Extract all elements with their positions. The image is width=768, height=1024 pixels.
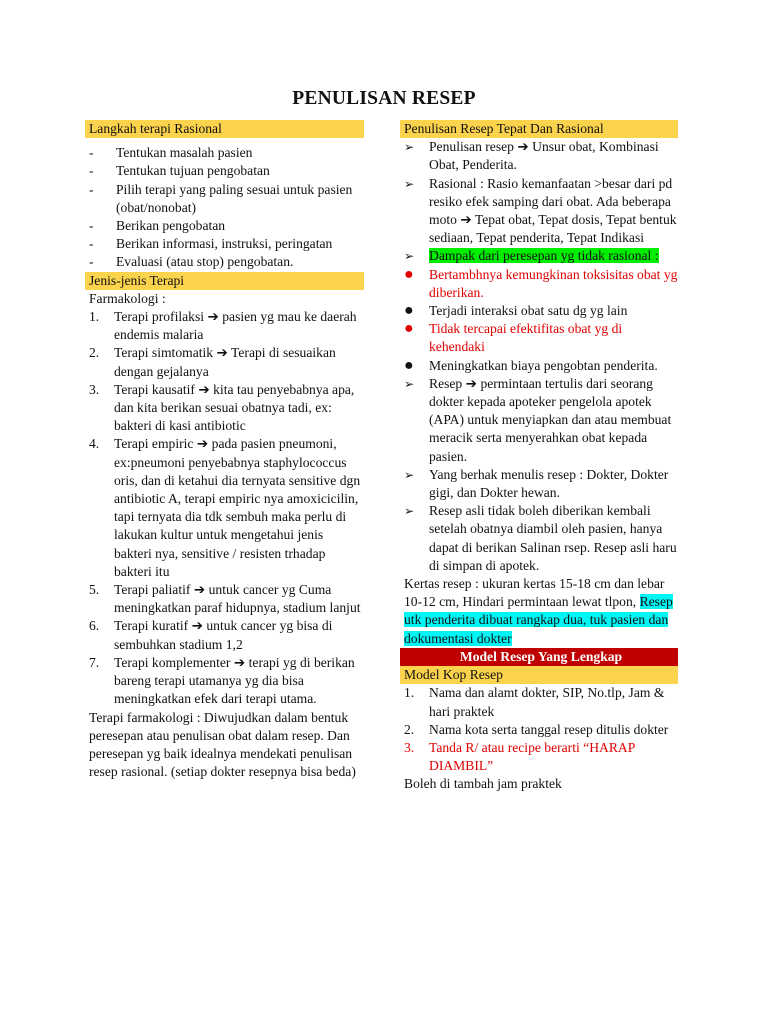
bullet-item: ● Meningkatkan biaya pengobtan penderita. <box>404 356 658 374</box>
footer-note: Boleh di tambah jam praktek <box>404 776 562 792</box>
arrow-icon: ➔ <box>465 375 478 391</box>
pointer-item: ➢ Resep ➔ permintaan tertulis dari seorang dokter kepada apoteker pengelola apotek (APA) untuk menyiapkan dan atau membuat meracik serta menyerahkan obat kepada pasien. <box>404 375 678 466</box>
highlight-dampak: Dampak dari peresepan yg tidak rasional : <box>429 248 659 264</box>
therapy-item: 7. Terapi komplementer ➔ terapi yg di berikan bareng terapi utamanya yg dia bisa meningkatkan efek dari terapi utama. <box>89 654 355 707</box>
bullet-icon: ● <box>404 265 414 283</box>
right-column <box>404 120 678 794</box>
pointer-item: ➢ Yang berhak menulis resep : Dokter, Dokter gigi, dan Dokter hewan. <box>404 466 678 502</box>
arrow-icon: ➔ <box>191 618 203 634</box>
pointer-icon: ➢ <box>404 467 415 482</box>
farmakologi-paragraph: Terapi farmakologi : Diwujudkan dalam bentuk peresepan atau penulisan obat dalam resep. Dan peresepan yg baik idealnya mendekati penulisan resep rasional. (setiap dokter resepnya bisa beda) <box>89 709 356 780</box>
section-header-penulisan: Penulisan Resep Tepat Dan Rasional <box>400 120 678 138</box>
section-header-jenis: Jenis-jenis Terapi <box>85 272 364 290</box>
arrow-icon: ➔ <box>196 436 209 452</box>
pointer-icon: ➢ <box>404 140 415 155</box>
pointer-item <box>404 247 678 265</box>
bullet-item: ● Terjadi interaksi obat satu dg yg lain <box>404 302 628 320</box>
pointer-item: ➢ Rasional : Rasio kemanfaatan >besar dari pd resiko efek samping dari obat. Ada beberapa moto ➔ Tepat obat, Tepat dosis, Tepat bentuk sediaan, Tepat penderita, Tepat Indikasi <box>404 175 678 248</box>
pointer-icon: ➢ <box>404 376 415 391</box>
arrow-icon: ➔ <box>207 309 219 325</box>
page-title: PENULISAN RESEP <box>292 88 476 109</box>
step-item: - Berikan informasi, instruksi, peringatan <box>89 236 333 252</box>
arrow-icon: ➔ <box>460 212 472 228</box>
arrow-icon: ➔ <box>193 582 206 598</box>
pointer-item: ➢ Penulisan resep ➔ Unsur obat, Kombinasi Obat, Penderita. <box>404 138 678 174</box>
kop-item: 2. Nama kota serta tanggal resep ditulis dokter <box>404 721 669 737</box>
pointer-icon: ➢ <box>404 176 415 191</box>
step-item: - Evaluasi (atau stop) pengobatan. <box>89 254 294 270</box>
section-header-kop: Model Kop Resep <box>400 666 678 684</box>
bullet-icon: ● <box>404 302 414 320</box>
pointer-item: ➢ Resep asli tidak boleh diberikan kembali setelah obatnya diambil oleh pasien, hanya dapat di berikan Salinan rsep. Resep asli haru di simpan di apotek. <box>404 502 678 575</box>
left-column <box>89 120 364 781</box>
therapy-item: 4. Terapi empiric ➔ pada pasien pneumoni, ex:pneumoni penyebabnya staphylococcus oris, dan di ketahui dia ternyata sensitive dgn antibiotic A, terapi empiric nya amoxicicilin, tapi ternyata dia tdk sembuh maka perlu di lakukan kultur untuk mengetahui jenis bakteri nya, sensitive / resisten trhadap bakteri itu <box>89 436 361 579</box>
step-item: - Pilih terapi yang paling sesuai untuk pasien (obat/nonobat) <box>89 181 353 215</box>
bullet-item: ● Bertambhnya kemungkinan toksisitas obat yg diberikan. <box>404 266 678 302</box>
step-item: - Tentukan tujuan pengobatan <box>89 163 270 179</box>
arrow-icon: ➔ <box>517 139 529 155</box>
therapy-item: 5. Terapi paliatif ➔ untuk cancer yg Cuma meningkatkan paraf hidupnya, stadium lanjut <box>89 582 361 616</box>
section-header-langkah: Langkah terapi Rasional <box>85 120 364 138</box>
pointer-icon: ➢ <box>404 249 415 264</box>
highlight-rangkap: Resep utk penderita dibuat rangkap dua, tuk pasien dan dokumentasi dokter <box>404 594 673 646</box>
therapy-item: 1. Terapi profilaksi ➔ pasien yg mau ke daerah endemis malaria <box>89 309 357 343</box>
arrow-icon: ➔ <box>233 654 246 670</box>
therapy-item: 3. Terapi kausatif ➔ kita tau penyebabnya apa, dan kita berikan sesuai obatnya tadi, ex: bakteri di kasi antibiotic <box>89 381 355 434</box>
farmakologi-label: Farmakologi : <box>89 290 166 306</box>
kertas-paragraph: Kertas resep : ukuran kertas 15-18 cm dan lebar 10-12 cm, Hindari permintaan lewat tlpon, Resep utk penderita dibuat rangkap dua, tuk pasien dan dokumentasi dokter <box>404 576 673 646</box>
bullet-item: ● Tidak tercapai efektifitas obat yg di kehendaki <box>404 320 678 356</box>
kop-item: 1. Nama dan alamt dokter, SIP, No.tlp, Jam & hari praktek <box>404 685 665 719</box>
kop-item: 3. Tanda R/ atau recipe berarti “HARAP DIAMBIL” <box>404 739 635 774</box>
therapy-item: 6. Terapi kuratif ➔ untuk cancer yg bisa di sembuhkan stadium 1,2 <box>89 618 333 652</box>
step-item: - Tentukan masalah pasien <box>89 145 253 161</box>
bullet-icon: ● <box>404 356 414 374</box>
pointer-icon: ➢ <box>404 504 415 519</box>
therapy-item: 2. Terapi simtomatik ➔ Terapi di sesuaikan dengan gejalanya <box>89 345 336 379</box>
arrow-icon: ➔ <box>198 381 210 397</box>
bullet-icon: ● <box>404 320 414 338</box>
step-item: - Berikan pengobatan <box>89 218 226 234</box>
arrow-icon: ➔ <box>216 345 228 361</box>
section-header-model: Model Resep Yang Lengkap <box>400 648 678 666</box>
